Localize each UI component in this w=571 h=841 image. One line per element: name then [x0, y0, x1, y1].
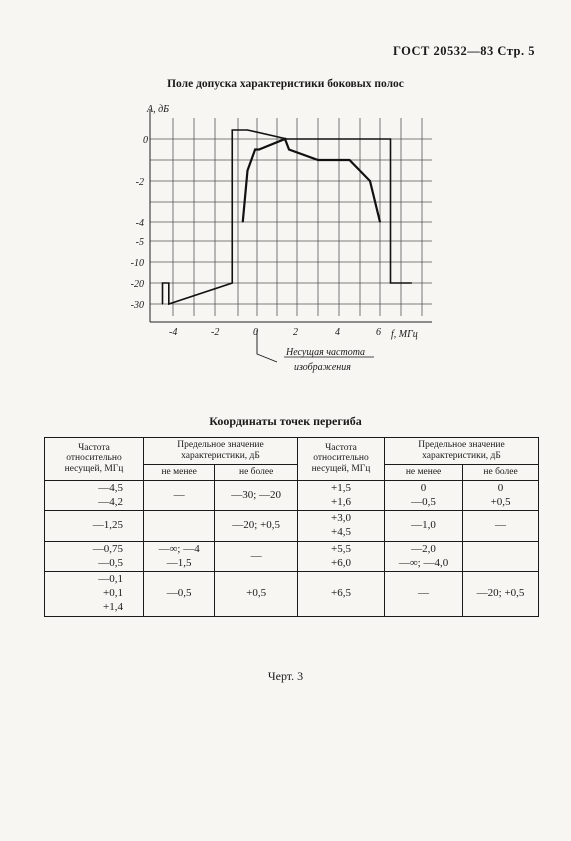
table-title: Координаты точек перегиба: [209, 414, 362, 428]
max-right: [463, 541, 539, 572]
max-right: [463, 572, 539, 616]
y-tick-label: -30: [130, 300, 144, 311]
series-line-2: [243, 139, 380, 222]
min-right: [384, 541, 462, 572]
col-limit-right: Предельное значение характеристики, дБ: [384, 438, 538, 465]
y-tick-label: -2: [135, 177, 144, 188]
cell-line: —0,1: [98, 573, 123, 586]
cell-line: +0,1: [103, 587, 123, 600]
col-freq-right: Частота относительно несущей, МГц: [297, 438, 384, 481]
series-point: [258, 149, 259, 150]
border-cell: [45, 616, 144, 617]
col-min-left: не менее: [144, 464, 215, 480]
border-cell: [297, 616, 384, 617]
col-freq-left: Частота относительно несущей, МГц: [45, 438, 144, 481]
cell-line: —1,25: [92, 519, 123, 532]
freq-right: [297, 511, 384, 542]
cell-line: +1,5: [331, 481, 351, 494]
table-row: [45, 572, 539, 616]
series-point: [247, 129, 248, 130]
min-right: [384, 480, 462, 511]
cell-line: +0,5: [246, 587, 267, 600]
table-row: [45, 480, 539, 511]
y-tick-label: -10: [130, 258, 144, 269]
min-right: [384, 572, 462, 616]
cell-line: +6,0: [331, 556, 351, 569]
min-left: [144, 480, 215, 511]
series-point: [255, 149, 256, 150]
max-right: [463, 480, 539, 511]
border-cell: [384, 616, 462, 617]
cell-line: —20; +0,5: [232, 519, 281, 532]
cell-line: 0: [420, 481, 427, 494]
cell-line: —20; +0,5: [476, 587, 525, 600]
cell-line: —1,5: [166, 556, 192, 569]
cell-line: —0,5: [166, 587, 192, 600]
cell-line: —1,0: [411, 519, 436, 532]
cell-line: +4,5: [331, 526, 351, 539]
cell-line: —: [173, 488, 185, 501]
cell-line: —: [250, 549, 262, 562]
y-tick-label: -5: [135, 237, 144, 248]
freq-left: [45, 511, 144, 542]
freq-right: [297, 480, 384, 511]
series-point: [284, 138, 285, 139]
max-right: [463, 511, 539, 542]
max-left: [215, 572, 298, 616]
cell-line: —4,2: [98, 495, 123, 508]
cell-line: +3,0: [331, 512, 351, 525]
col-max-left: не более: [215, 464, 298, 480]
series-point: [232, 129, 233, 130]
series-point: [168, 303, 169, 304]
cell-line: —: [495, 519, 507, 532]
table-body: [45, 480, 539, 616]
cell-line: —2,0: [411, 542, 436, 555]
annotation-line-2: изображения: [294, 362, 351, 373]
cell-line: —0,75: [92, 542, 123, 555]
series-point: [168, 282, 169, 283]
cell-line: +0,5: [490, 495, 511, 508]
freq-right: [297, 572, 384, 616]
min-left: [144, 511, 215, 542]
series-point: [379, 221, 380, 222]
y-tick-label: 0: [143, 135, 148, 146]
series-point: [288, 149, 289, 150]
min-left: [144, 541, 215, 572]
x-tick-label: 6: [376, 327, 381, 338]
series-point: [349, 159, 350, 160]
chart-series: [162, 129, 412, 304]
col-min-right: не менее: [384, 464, 462, 480]
border-cell: [463, 616, 539, 617]
x-tick-label: -2: [211, 327, 220, 338]
y-axis-label: A, дБ: [147, 104, 170, 115]
chart-title: Поле допуска характеристики боковых полос: [167, 78, 404, 90]
freq-left: [45, 541, 144, 572]
series-point: [162, 303, 163, 304]
freq-left: [45, 480, 144, 511]
y-tick-label: -4: [135, 218, 144, 229]
min-left: [144, 572, 215, 616]
freq-right: [297, 541, 384, 572]
cell-line: +6,5: [331, 587, 351, 600]
cell-line: —: [418, 587, 430, 600]
figure-caption: Черт. 3: [267, 669, 304, 683]
col-max-right: не более: [463, 464, 539, 480]
table-row: [45, 511, 539, 542]
x-axis-label: f, МГц: [391, 329, 418, 340]
min-right: [384, 511, 462, 542]
cell-line: —30; —20: [231, 488, 282, 501]
border-cell: [144, 616, 215, 617]
series-point: [411, 282, 412, 283]
cell-line: —0,5: [411, 495, 436, 508]
series-line-1: [163, 130, 412, 304]
table-row: [45, 541, 539, 572]
max-left: [215, 480, 298, 511]
annotation-line-1: Несущая частота: [286, 347, 366, 358]
cell-line: +1,6: [331, 495, 351, 508]
col-limit-left: Предельное значение характеристики, дБ: [144, 438, 298, 465]
cell-line: —4,5: [98, 481, 123, 494]
x-tick-label: 2: [293, 327, 298, 338]
cell-line: —∞; —4,0: [398, 556, 449, 569]
table-bottom-border: [45, 616, 539, 617]
cell-line: 0: [497, 481, 504, 494]
max-left: [215, 511, 298, 542]
cell-line: +5,5: [331, 542, 351, 555]
annotation-leader: [257, 330, 277, 362]
page-header: ГОСТ 20532—83 Стр. 5: [393, 44, 535, 58]
sideband-tolerance-chart: [0, 0, 571, 400]
series-point: [247, 170, 248, 171]
cell-line: —∞; —4: [158, 542, 200, 555]
series-point: [242, 221, 243, 222]
series-point: [390, 282, 391, 283]
series-point: [286, 138, 287, 139]
x-tick-label: 4: [335, 327, 340, 338]
inflection-points-table: [44, 437, 539, 617]
max-left: [215, 541, 298, 572]
y-tick-label: -20: [130, 279, 144, 290]
x-tick-label: 0: [253, 327, 258, 338]
series-point: [162, 282, 163, 283]
freq-left: [45, 572, 144, 616]
cell-line: +1,4: [103, 600, 123, 613]
series-point: [369, 180, 370, 181]
series-point: [232, 282, 233, 283]
cell-line: —0,5: [98, 556, 123, 569]
border-cell: [215, 616, 298, 617]
series-point: [317, 159, 318, 160]
x-tick-label: -4: [169, 327, 178, 338]
series-point: [390, 138, 391, 139]
